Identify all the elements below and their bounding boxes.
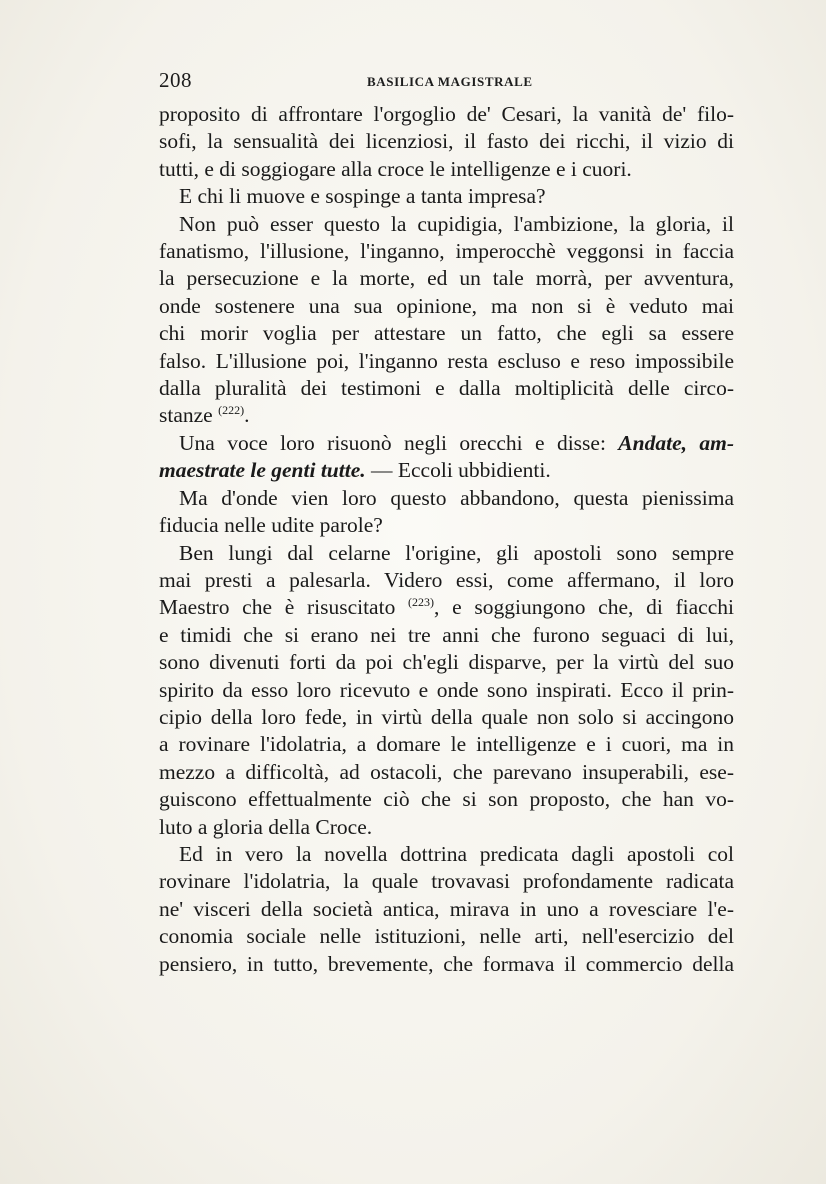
text-line: E chi li muove e sospinge a tanta impresa?	[179, 184, 546, 209]
line-text: Maestro che è risuscitato	[159, 595, 409, 620]
footnote-reference: (222)	[218, 403, 245, 418]
text-line: pensiero, in tutto, brevemente, che formava il commercio della	[159, 951, 734, 976]
line-text: stanze	[159, 403, 219, 428]
text-line: tutti, e di soggiogare alla croce le intelligenze e i cuori.	[159, 156, 632, 181]
text-line: Ed in vero la novella dottrina predicata dagli apostoli col	[179, 841, 734, 866]
page-header	[159, 68, 739, 98]
footnote-reference: (223)	[408, 595, 435, 610]
text-line: onde sostenere una sua opinione, ma non si è veduto mai	[159, 293, 734, 318]
text-line: mai presti a palesarla. Videro essi, come affermano, il loro	[159, 567, 734, 592]
text-line: proposito di affrontare l'orgoglio de' Cesari, la vanità de' filo-	[159, 102, 734, 126]
text-line: Ben lungi dal celarne l'origine, gli apostoli sono sempre	[179, 540, 734, 565]
text-line	[159, 402, 734, 429]
body-text	[159, 101, 734, 978]
line-text: — Eccoli ubbidienti.	[365, 458, 551, 483]
text-line: e timidi che si erano nei tre anni che furono seguaci di lui,	[159, 622, 734, 647]
text-line: fiducia nelle udite parole?	[159, 513, 383, 538]
text-line: conomia sociale nelle istituzioni, nelle arti, nell'esercizio del	[159, 924, 734, 949]
text-line	[159, 430, 734, 457]
italic-quotation: Andate, am-	[618, 430, 734, 455]
text-line: a rovinare l'idolatria, a domare le intelligenze e i cuori, ma in	[159, 732, 734, 757]
text-line: luto a gloria della Croce.	[159, 814, 373, 839]
text-line: ne' visceri della società antica, mirava in uno a rovesciare l'e-	[159, 896, 734, 921]
text-line: la persecuzione e la morte, ed un tale morrà, per avventura,	[159, 266, 734, 291]
text-line: fanatismo, l'illusione, l'inganno, imperocchè veggonsi in faccia	[159, 239, 734, 264]
text-line	[159, 594, 734, 621]
text-line: sono divenuti forti da poi ch'egli disparve, per la virtù del suo	[159, 650, 734, 675]
line-text: .	[244, 403, 250, 428]
text-line: sofi, la sensualità dei licenziosi, il fasto dei ricchi, il vizio di	[159, 129, 734, 154]
running-head: BASILICA MAGISTRALE	[367, 74, 533, 89]
line-text: , e soggiungono che, di fiacchi	[434, 595, 734, 620]
italic-quotation: maestrate le genti tutte.	[159, 458, 366, 483]
text-line: dalla pluralità dei testimoni e dalla moltiplicità delle circo-	[159, 376, 734, 401]
text-line: rovinare l'idolatria, la quale trovavasi profondamente radicata	[159, 869, 734, 894]
page-number: 208	[159, 68, 192, 92]
text-line: chi morir voglia per attestare un fatto, che egli sa essere	[159, 321, 734, 346]
text-line: falso. L'illusione poi, l'inganno resta escluso e reso impossibile	[159, 348, 734, 373]
text-line: spirito da esso loro ricevuto e onde sono inspirati. Ecco il prin-	[159, 677, 734, 702]
text-line: guiscono effettualmente ciò che si son proposto, che han vo-	[159, 787, 734, 812]
text-line: Ma d'onde vien loro questo abbandono, questa pienissima	[179, 485, 734, 510]
line-text: Una voce loro risuonò negli orecchi e disse:	[179, 430, 619, 455]
text-line	[159, 457, 734, 484]
text-line: cipio della loro fede, in virtù della quale non solo si accingono	[159, 704, 734, 729]
text-line: Non può esser questo la cupidigia, l'ambizione, la gloria, il	[179, 211, 734, 236]
text-line: mezzo a difficoltà, ad ostacoli, che parevano insuperabili, ese-	[159, 759, 734, 784]
